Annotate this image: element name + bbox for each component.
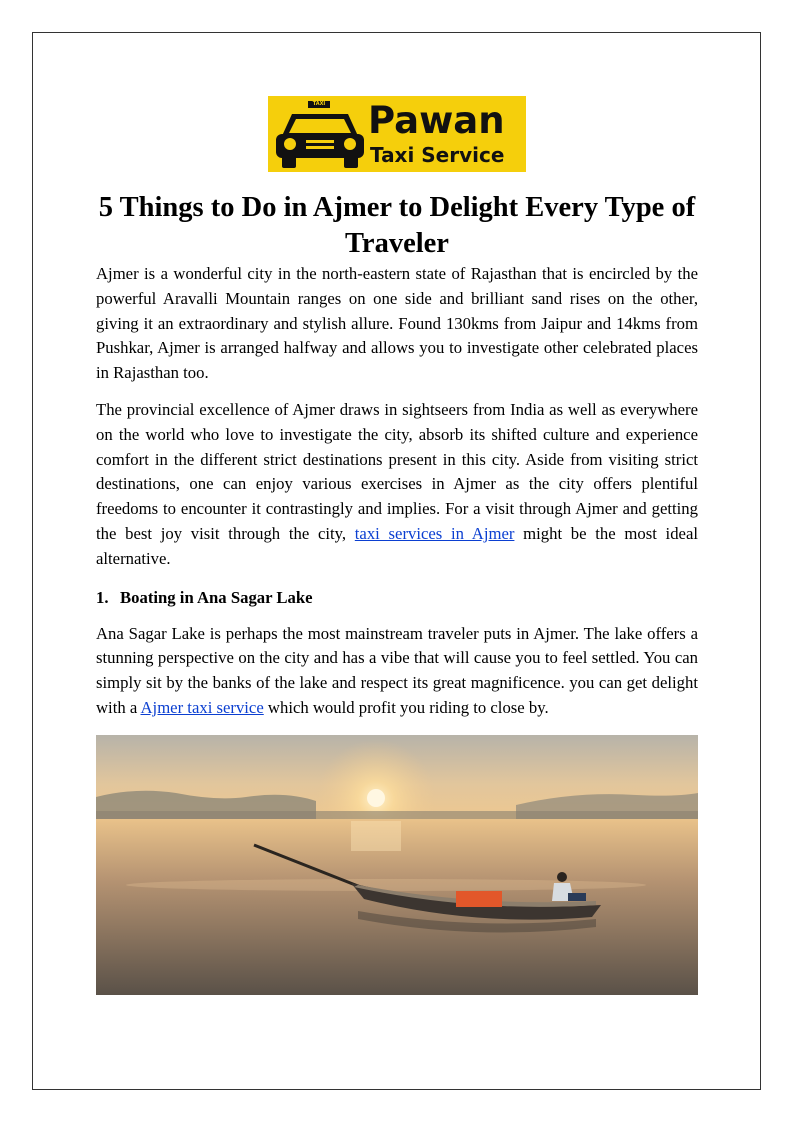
lake-paragraph-tail: which would profit you riding to close by. — [263, 697, 549, 717]
lake-sunset-image — [96, 735, 698, 995]
logo-brand-name: Pawan — [368, 99, 505, 142]
logo-tagline: Taxi Service — [370, 143, 505, 167]
section-number: 1. — [96, 587, 109, 607]
lake-paragraph — [96, 622, 698, 721]
taxi-services-ajmer-link[interactable]: taxi services in Ajmer — [354, 523, 515, 543]
intro-paragraph: Ajmer is a wonderful city in the north-eastern state of Rajasthan that is encircled by the powerful Aravalli Mountain ranges on one side and brilliant sand rises on the other, giving it an extraordinary and stylish allure. Found 130kms from Jaipur and 14kms from Pushkar, Ajmer is arranged halfway and allows you to investigate other celebrated places in Rajasthan too. — [96, 264, 698, 383]
lake-boat-photo — [96, 735, 698, 995]
second-paragraph-text: The provincial excellence of Ajmer draws in sightseers from India as well as everywhere on the world who love to investigate the city, absorb its shifted culture and experience comfort in the different strict destinations present in this city. Aside from visiting strict destinations, one can enjoy various exercises in Ajmer as the city offers plentiful freedoms to encounter it contrastingly and implies. For a visit through Ajmer and getting the best joy visit through the city, — [96, 399, 698, 543]
document-content — [96, 96, 698, 995]
ajmer-taxi-service-link[interactable]: Ajmer taxi service — [140, 697, 264, 717]
article-title: 5 Things to Do in Ajmer to Delight Every Type of Traveler — [98, 192, 696, 259]
section-heading-boating — [96, 586, 698, 610]
second-paragraph — [96, 398, 698, 572]
taxi-sign: TAXI — [308, 101, 330, 108]
company-logo — [268, 96, 526, 172]
second-paragraph-tail: might be the most ideal alternative. — [96, 523, 698, 568]
section-heading-text: Boating in Ana Sagar Lake — [120, 587, 313, 607]
taxi-car-icon — [274, 100, 366, 170]
lake-paragraph-text: Ana Sagar Lake is perhaps the most mainstream traveler puts in Ajmer. The lake offers a stunning perspective on the city and has a vibe that will cause you to feel settled. You can simply sit by the banks of the lake and respect its great magnificence. you can get delight with a — [96, 623, 698, 717]
